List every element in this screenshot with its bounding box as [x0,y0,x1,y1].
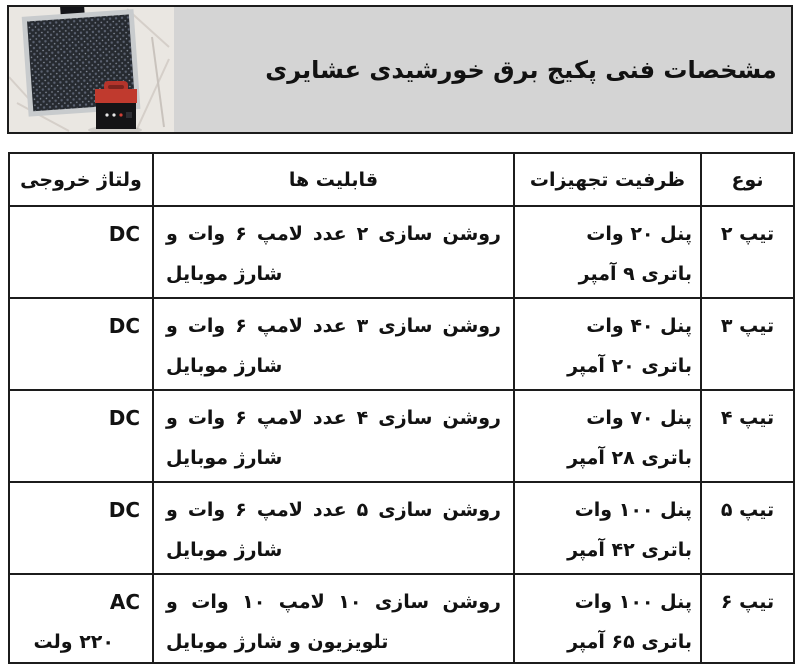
table-row [9,482,794,574]
cell-capacity: پنل ۲۰ وات باتری ۹ آمپر [514,206,701,298]
cell-capabilities: روشن سازی ۲ عدد لامپ ۶ وات و شارژ موبایل [153,206,514,298]
cell-type: تیپ ۳ [701,298,794,390]
cell-capacity: پنل ۷۰ وات باتری ۲۸ آمپر [514,390,701,482]
table-header-row [9,153,794,206]
table-row [9,298,794,390]
solar-package-photo-art [9,7,174,132]
table-row [9,206,794,298]
cell-voltage: DC [9,206,153,298]
cell-capacity: پنل ۱۰۰ وات باتری ۶۵ آمپر [514,574,701,663]
table-row [9,390,794,482]
cell-capabilities: روشن سازی ۵ عدد لامپ ۶ وات و شارژ موبایل [153,482,514,574]
col-header-type: نوع [701,153,794,206]
cell-voltage: DC [9,482,153,574]
cell-type: تیپ ۴ [701,390,794,482]
page-title: مشخصات فنی پکیج برق خورشیدی عشایری [265,55,777,84]
cell-capabilities: روشن سازی ۴ عدد لامپ ۶ وات و شارژ موبایل [153,390,514,482]
col-header-capabilities: قابلیت ها [153,153,514,206]
cell-voltage: AC ۲۲۰ ولت [9,574,153,663]
cell-capacity: پنل ۴۰ وات باتری ۲۰ آمپر [514,298,701,390]
solar-package-photo [9,7,174,132]
cell-capabilities: روشن سازی ۳ عدد لامپ ۶ وات و شارژ موبایل [153,298,514,390]
col-header-capacity: ظرفیت تجهیزات [514,153,701,206]
cell-type: تیپ ۶ [701,574,794,663]
header-banner [7,5,793,134]
cell-capabilities: روشن سازی ۱۰ لامپ ۱۰ وات و تلویزیون و شارژ موبایل [153,574,514,663]
cell-capacity: پنل ۱۰۰ وات باتری ۴۲ آمپر [514,482,701,574]
cell-voltage: DC [9,390,153,482]
col-header-voltage: ولتاژ خروجی [9,153,153,206]
cell-voltage: DC [9,298,153,390]
cell-type: تیپ ۵ [701,482,794,574]
table-row [9,574,794,663]
spec-table [8,152,795,664]
cell-type: تیپ ۲ [701,206,794,298]
